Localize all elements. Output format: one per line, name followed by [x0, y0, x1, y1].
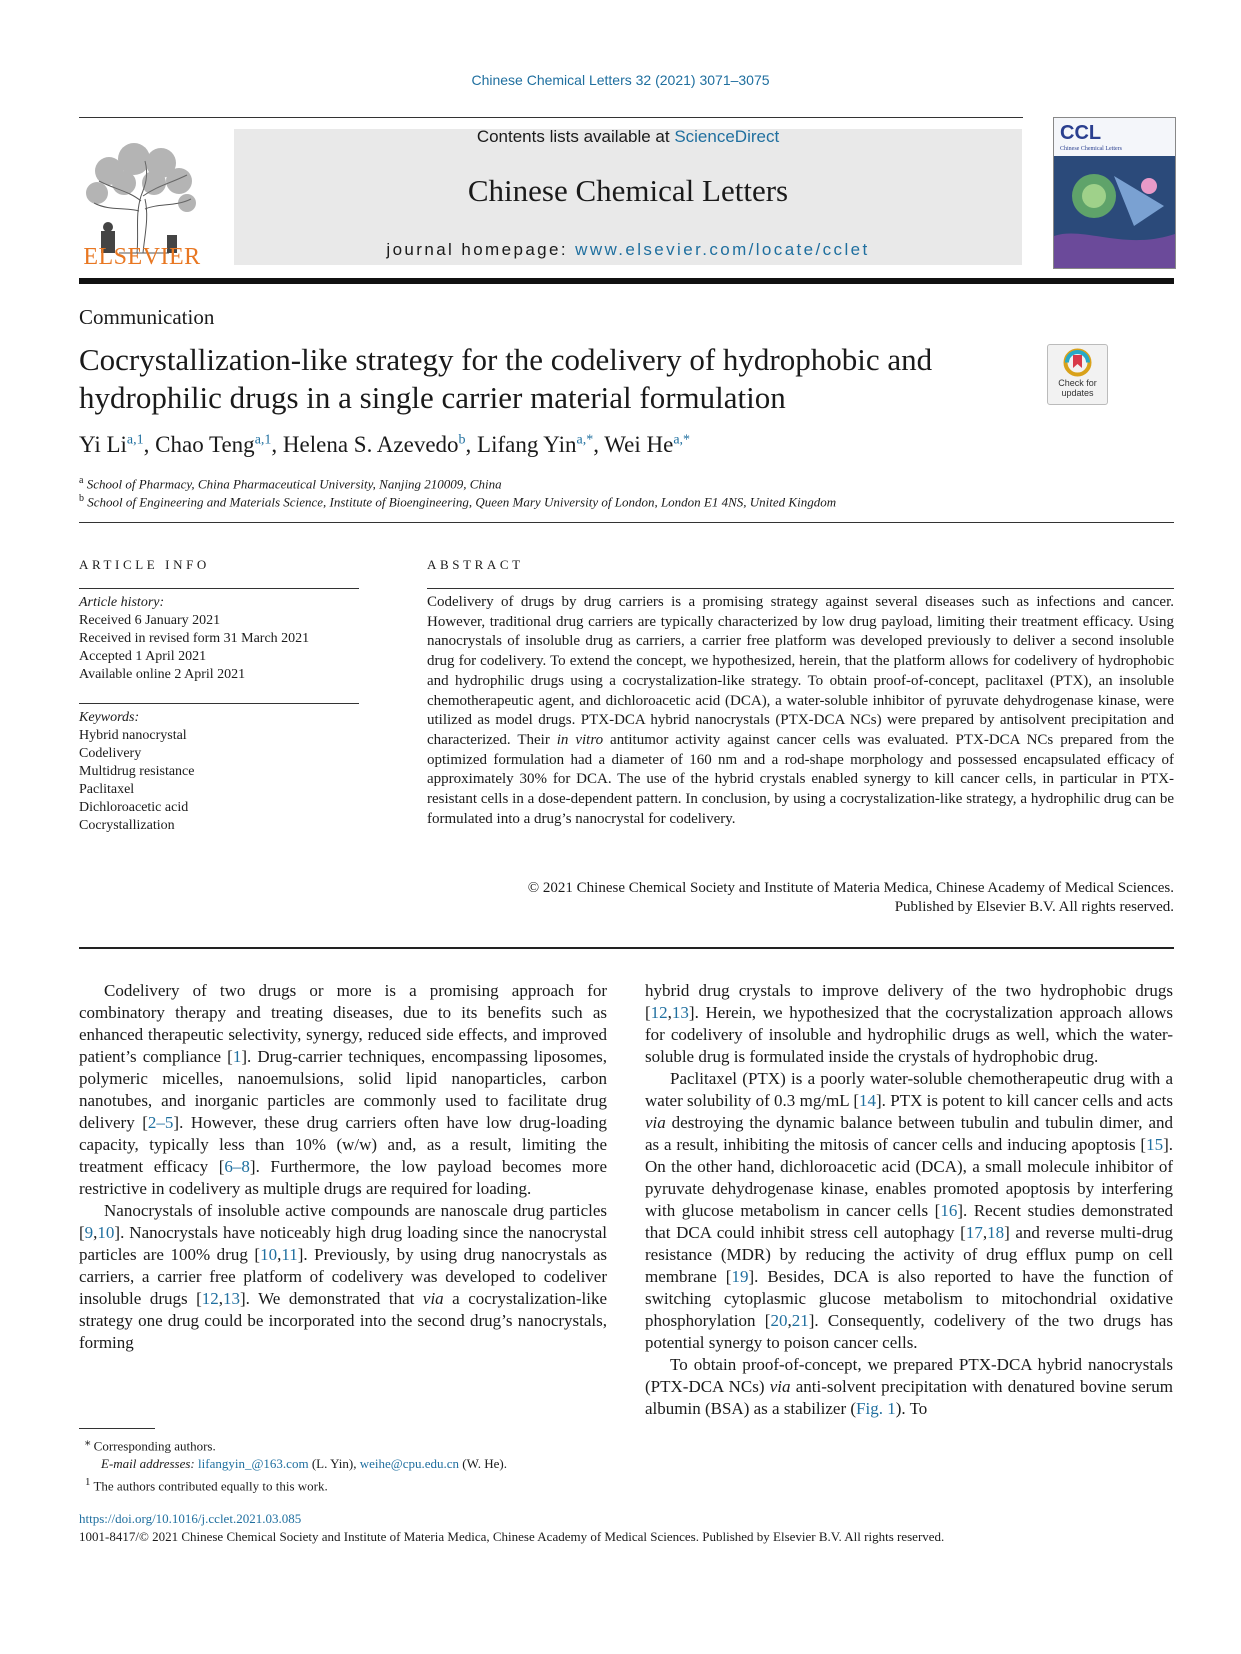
homepage-line [234, 240, 1022, 260]
reference-link[interactable]: 1 [232, 1047, 242, 1066]
journal-name: Chinese Chemical Letters [467, 173, 789, 208]
footnotes [79, 1433, 507, 1496]
keyword: Hybrid nanocrystal [79, 728, 187, 743]
footnote-equal-contribution: $^1$ The authors contributed equally to this work. [85, 1476, 328, 1494]
reference-link[interactable]: 11 [281, 1245, 298, 1264]
sciencedirect-link[interactable]: ScienceDirect [674, 127, 780, 146]
body-paragraph: To obtain proof-of-concept, we prepared PTX-DCA hybrid nanocrystals (PTX-DCA NCs) via anti-solvent precipitation with denatured bovine serum albumin (BSA) as a stabilizer (Fig. 1). To [645, 1355, 1173, 1418]
issn-copyright-line: 1001-8417/© 2021 Chinese Chemical Society and Institute of Materia Medica, Chinese Academy of Medical Sciences. Published by Elsevier B.V. All rights reserved. [79, 1529, 945, 1544]
homepage-link[interactable]: www.elsevier.com/locate/cclet [575, 240, 870, 259]
journal-citation[interactable]: Chinese Chemical Letters 32 (2021) 3071–3075 [471, 72, 770, 88]
journal-cover-thumbnail[interactable] [1053, 117, 1176, 269]
abstract-text: Codelivery of drugs by drug carriers is a promising strategy against several diseases such as infections and cancer. However, traditional drug carriers are typically characterized by low drug payload, limiting their treatment efficacy. Using nanocrystals of insoluble drug as carriers, a carrier free platform was developed previously to deliver a second insoluble drug for codelivery. To extend the concept, we hypothesized, herein, that the platform allows for codelivery of hydrophobic and hydrophilic drugs using a cocrystalization-like strategy. To obtain proof-of-concept, paclitaxel (PTX), an insoluble chemotherapeutic agent, and dichloroacetic acid (DCA), a water-soluble inhibitor of pyruvate dehydrogenase kinase, were utilized as model drugs. PTX-DCA hybrid nanocrystals (PTX-DCA NCs) were prepared by antisolvent precipitation and characterized. Their in vitro antitumor activity against cancer cells was evaluated. PTX-DCA NCs prepared from the optimized formulation had a diameter of 160 nm and a rod-shape morphology and possessed encapsulated efficacy of approximately 30% for DCA. The use of the hybrid crystals enabled synergy to kill cancer cells, in particular in PTX-resistant cells in a dose-dependent pattern. In conclusion, by using a cocrystalization-like strategy, a hydrophilic drug can be formulated into a drug’s nanocrystal for codelivery. [427, 594, 1174, 827]
accepted-date: Accepted 1 April 2021 [79, 649, 207, 664]
footnote-rule [79, 1428, 155, 1429]
reference-link[interactable]: 13 [671, 1003, 689, 1022]
journal-banner [234, 129, 1022, 265]
footnote-corresponding: ⁎ Corresponding authors. [85, 1436, 216, 1454]
doi-link[interactable]: https://doi.org/10.1016/j.cclet.2021.03.085 [79, 1511, 302, 1526]
reference-link[interactable]: 10 [260, 1245, 278, 1264]
author-name: Yi Li [79, 432, 127, 457]
reference-link[interactable]: 12 [201, 1289, 219, 1308]
keyword: Multidrug resistance [79, 764, 195, 779]
article-history [79, 594, 309, 684]
article-info-heading: ARTICLE INFO [79, 557, 210, 572]
header-thick-rule [79, 278, 1174, 284]
reference-link[interactable]: 12 [650, 1003, 668, 1022]
reference-link[interactable]: 6–8 [224, 1157, 250, 1176]
article-info-rule [79, 588, 359, 589]
body-paragraph: Codelivery of two drugs or more is a promising approach for combinatory therapy and treating diseases, due to its benefits such as enhanced therapeutic selectivity, synergy, reduced side effects, and improved patient’s compliance [1]. Drug-carrier techniques, encompassing liposomes, polymeric micelles, nanoemulsions, solid lipid nanoparticles, carbon nanotubes, and inorganic particles are commonly used to facilitate drug delivery [2–5]. However, these drug carriers often have low drug-loading capacity, typically less than 10% (w/w) and, as a result, limiting the treatment efficacy [6–8]. Furthermore, the low payload becomes more restrictive in codelivery as multiple drugs are required for loading. [79, 981, 608, 1198]
check-updates-icon [1063, 348, 1092, 377]
reference-link[interactable]: 15 [1146, 1135, 1164, 1154]
affiliation-text: School of Engineering and Materials Science, Institute of Bioengineering, Queen Mary University of London, London E1 4NS, United Kingdom [87, 494, 837, 510]
reference-link[interactable]: 14 [859, 1091, 877, 1110]
author-affiliation-mark[interactable]: a,* [673, 432, 691, 448]
author-name: Chao Teng [155, 432, 255, 457]
check-for-updates-badge[interactable] [1047, 344, 1108, 405]
reference-link[interactable]: 21 [791, 1311, 809, 1330]
keywords-rule [79, 703, 359, 704]
author-list: Yi Li$^{a,1}$, Chao Teng$^{a,1}$, Helena S. Azevedo$^b$, Lifang Yin$^{a,*}$, Wei $He^{a,*}$ [79, 432, 691, 457]
body-rule [79, 947, 1174, 949]
affiliation-a [79, 475, 502, 492]
author-affiliation-mark[interactable]: a,* [576, 432, 594, 448]
affiliation-mark: a [79, 475, 84, 486]
reference-link[interactable]: 18 [987, 1223, 1005, 1242]
email-link[interactable]: lifangyin_@163.com [198, 1456, 309, 1472]
history-label: Article history: [79, 595, 165, 610]
cover-label: CCL [1060, 122, 1102, 144]
author-affiliation-mark[interactable]: a,1 [254, 432, 272, 448]
author-affiliation-mark[interactable]: a,1 [126, 432, 144, 448]
author-name: Helena S. Azevedo [282, 432, 459, 457]
reference-link[interactable]: 9 [84, 1223, 94, 1242]
reference-link[interactable]: 2–5 [147, 1113, 174, 1132]
body-paragraph: Nanocrystals of insoluble active compounds are nanoscale drug particles [9,10]. Nanocrystals have noticeably high drug loading since the nanocrystal particles are 100% drug [10,11]. Previously, by using drug nanocrystals as carriers, a carrier free platform of codelivery was developed to codeliver insoluble drugs [12,13]. We demonstrated that via a cocrystalization-like strategy one drug could be incorporated into the second drug’s nanocrystals, forming [79, 1201, 607, 1352]
affiliation-b [79, 493, 836, 510]
revised-date: Received in revised form 31 March 2021 [79, 631, 310, 646]
title-block-rule [79, 522, 1174, 523]
check-updates-text-1: Check for [1058, 378, 1097, 388]
keyword: Dichloroacetic acid [79, 800, 189, 815]
elsevier-wordmark: ELSEVIER [83, 244, 201, 270]
body-paragraph: hybrid drug crystals to improve delivery of the two hydrophobic drugs [12,13]. Herein, we hypothesized that the cocrystalization approach allows for codelivery of insoluble and hydrophilic drugs as well, which the water-soluble drug is formulated inside the crystals of hydrophobic drug. [645, 981, 1173, 1066]
keywords [79, 709, 194, 835]
keyword: Cocrystallization [79, 818, 175, 833]
reference-link[interactable]: 20 [770, 1311, 788, 1330]
body-column-right [645, 980, 1173, 1420]
abstract-heading: ABSTRACT [427, 557, 524, 572]
online-date: Available online 2 April 2021 [79, 667, 246, 682]
author-name: Lifang Yin [477, 432, 577, 457]
affiliation-text: School of Pharmacy, China Pharmaceutical University, Nanjing 210009, China [86, 476, 502, 492]
paper-title: Cocrystallization-like strategy for the codelivery of hydrophobic and hydrophilic drugs in a single carrier material formulation [79, 342, 933, 415]
body-column-left [79, 980, 607, 1354]
contents-prefix: Contents lists available at [476, 127, 675, 146]
author-affiliation-mark[interactable]: b [458, 432, 466, 448]
received-date: Received 6 January 2021 [79, 613, 221, 628]
reference-link[interactable]: 13 [223, 1289, 241, 1308]
cover-subtitle: Chinese Chemical Letters [1060, 146, 1122, 152]
body-paragraph: Paclitaxel (PTX) is a poorly water-soluble chemotherapeutic drug with a water solubility of 0.3 mg/mL [14]. PTX is potent to kill cancer cells and acts via destroying the dynamic balance between tubulin and tubulin dimer, and as a result, inhibiting the mitosis of cancer cells and inducing apoptosis [15]. On the other hand, dichloroacetic acid (DCA), a small molecule inhibitor of pyruvate dehydrogenase kinase, enables promoted apoptosis by interfering with glucose metabolism in cancer cells [16]. Recent studies demonstrated that DCA could inhibit stress cell autophagy [17,18] and reverse multi-drug resistance (MDR) by reducing the activity of drug efflux pump on cell membrane [19]. Besides, DCA is also reported to have the function of switching cytoplasmic glucose metabolism to mitochondrial oxidative phosphorylation [20,21]. Consequently, codelivery of the two drugs has potential synergy to poison cancer cells. [645, 1069, 1173, 1352]
cover-artwork [1054, 156, 1175, 268]
keyword: Paclitaxel [79, 782, 135, 797]
author-name: Wei He [604, 432, 674, 457]
reference-link[interactable]: 17 [965, 1223, 983, 1242]
check-updates-text-2: updates [1061, 388, 1094, 398]
abstract-rule [427, 588, 1174, 589]
keyword: Codelivery [79, 746, 142, 761]
footnote-emails: E-mail addresses: lifangyin_@163.com (L. Yin), weihe@cpu.edu.cn (W. He). [101, 1456, 507, 1472]
homepage-prefix: journal homepage: [386, 240, 576, 259]
affiliation-mark: b [79, 493, 84, 504]
abstract-copyright: © 2021 Chinese Chemical Society and Institute of Materia Medica, Chinese Academy of Medical Sciences. Published by Elsevier B.V. All rights reserved. [527, 880, 1174, 915]
email-link[interactable]: weihe@cpu.edu.cn [359, 1456, 460, 1472]
contents-line [234, 127, 1022, 147]
keywords-label: Keywords: [79, 710, 140, 725]
reference-link[interactable]: 19 [731, 1267, 749, 1286]
article-type: Communication [79, 305, 215, 329]
figure-link[interactable]: Fig. 1 [856, 1399, 896, 1418]
reference-link[interactable]: 16 [940, 1201, 958, 1220]
reference-link[interactable]: 10 [97, 1223, 115, 1242]
top-rule [79, 117, 1023, 118]
